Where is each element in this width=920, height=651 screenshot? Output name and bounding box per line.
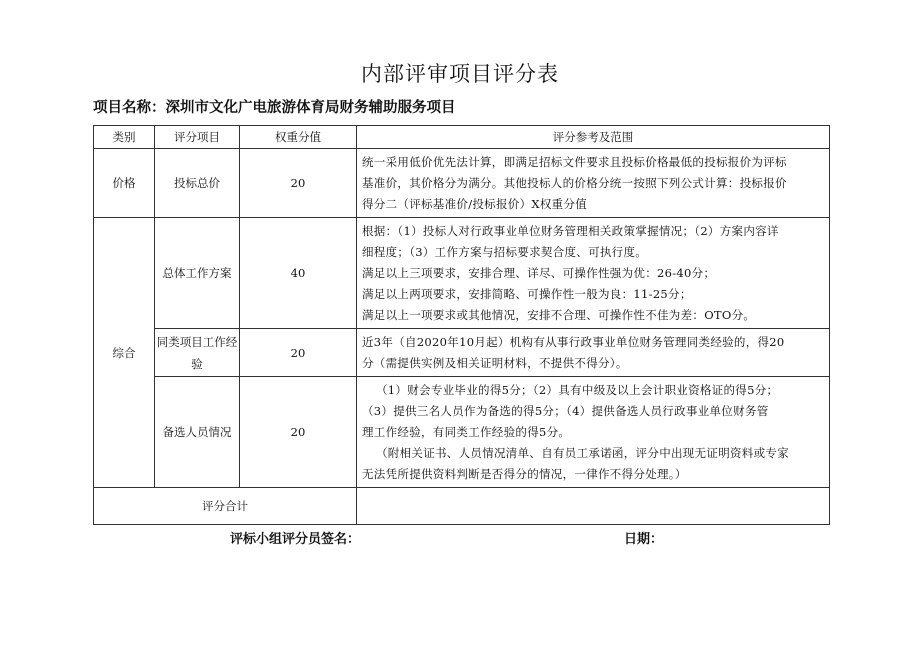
item-experience: 同类项目工作经验 (155, 329, 240, 377)
scoring-table (93, 125, 830, 525)
weight-experience: 20 (240, 329, 357, 377)
range-line: 基准价，其价格分为满分。其他投标人的价格分统一按照下列公式计算：投标报价 (362, 176, 787, 190)
table-row-experience (94, 329, 830, 377)
range-line: （3）提供三名人员作为备选的得5分；（4）提供备选人员行政事业单位财务管 (362, 404, 769, 418)
total-label: 评分合计 (94, 488, 357, 525)
category-composite: 综合 (94, 218, 155, 488)
item-bid-total: 投标总价 (155, 149, 240, 218)
total-value-cell (357, 488, 830, 525)
header-weight: 权重分值 (240, 126, 357, 149)
date-label: 日期： (624, 532, 664, 547)
range-line: 根据：（1）投标人对行政事业单位财务管理相关政策掌握情况；（2）方案内容详 (362, 224, 779, 238)
range-bid-total (357, 149, 830, 218)
table-row-work-plan (94, 218, 830, 329)
signature-label: 评标小组评分员签名： (230, 532, 361, 547)
item-staff: 备选人员情况 (155, 377, 240, 488)
range-experience (357, 329, 830, 377)
range-staff (357, 377, 830, 488)
header-category: 类别 (94, 126, 155, 149)
range-line: 满足以上一项要求或其他情况，安排不合理、可操作性不佳为差：OTO分。 (362, 308, 756, 322)
range-line: 满足以上三项要求，安排合理、详尽、可操作性强为优：26-40分； (362, 266, 716, 280)
item-work-plan: 总体工作方案 (155, 218, 240, 329)
range-line: 满足以上两项要求，安排简略、可操作性一般为良：11-25分； (362, 287, 692, 301)
table-row-price (94, 149, 830, 218)
range-line: 分（需提供实例及相关证明材料，不提供不得分）。 (362, 356, 628, 370)
range-line: （附相关证书、人员情况清单、自有员工承诺函，评分中出现无证明资料或专家 (376, 446, 789, 460)
range-line: 统一采用低价优先法计算，即满足招标文件要求且投标价格最低的投标报价为评标 (362, 155, 787, 169)
category-price: 价格 (94, 149, 155, 218)
range-line: 细程度；（3）工作方案与招标要求契合度、可执行度。 (362, 245, 648, 259)
range-line: 理工作经验，有同类工作经验的得5分。 (362, 425, 571, 439)
range-line: （1）财会专业毕业的得5分；（2）具有中级及以上会计职业资格证的得5分； (376, 383, 779, 397)
project-name: 项目名称：深圳市文化广电旅游体育局财务辅助服务项目 (93, 100, 456, 116)
table-row-staff (94, 377, 830, 488)
table-header-row (94, 126, 830, 149)
range-line: 得分二（评标基准价/投标报价）X权重分值 (362, 197, 588, 211)
range-line: 无法凭所提供资料判断是否得分的情况，一律作不得分处理。） (362, 467, 687, 481)
header-range: 评分参考及范围 (357, 126, 830, 149)
page-title: 内部评审项目评分表 (361, 62, 559, 86)
header-item: 评分项目 (155, 126, 240, 149)
table-row-total (94, 488, 830, 525)
weight-staff: 20 (240, 377, 357, 488)
weight-bid-total: 20 (240, 149, 357, 218)
range-line: 近3年（自2020年10月起）机构有从事行政事业单位财务管理同类经验的，得20 (362, 335, 785, 349)
weight-work-plan: 40 (240, 218, 357, 329)
range-work-plan (357, 218, 830, 329)
